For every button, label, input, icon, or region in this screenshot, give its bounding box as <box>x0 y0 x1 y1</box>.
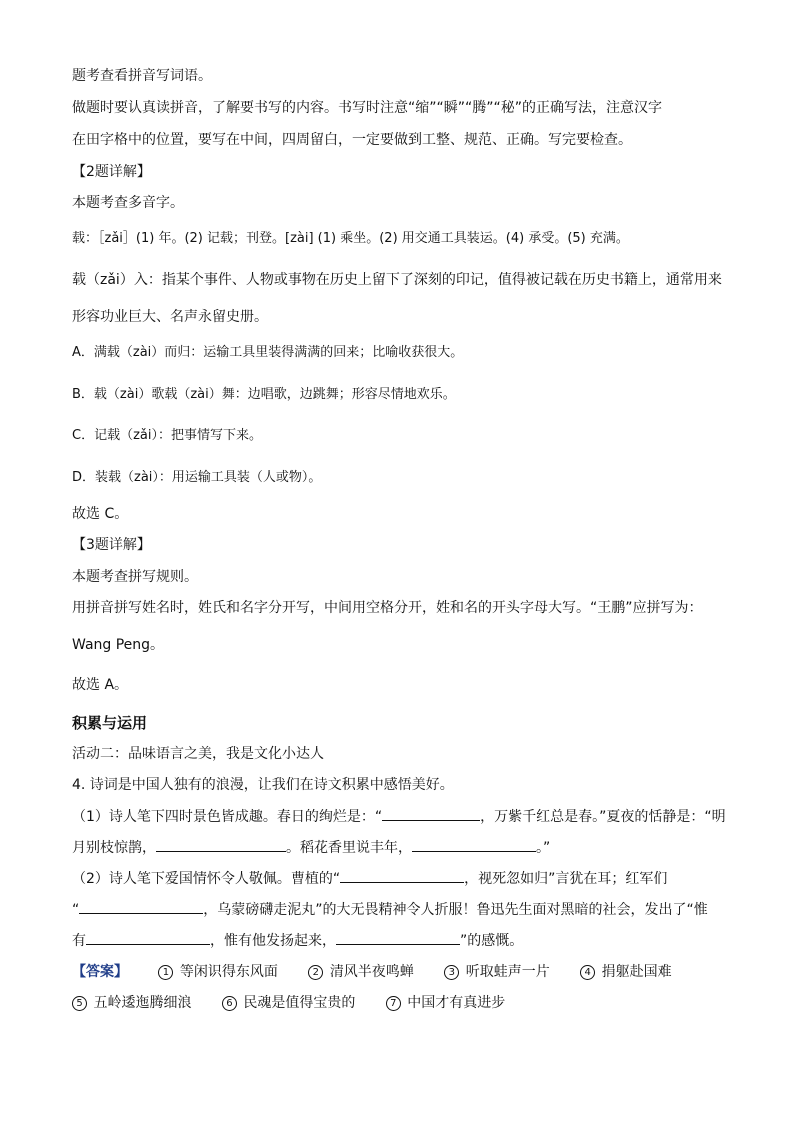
q4-part1-line-1 <box>72 806 727 826</box>
q3-answer: 故选 A。 <box>72 677 129 693</box>
q4-part1-line-2 <box>72 837 727 857</box>
q4-p2-text-e: 有 <box>72 933 86 949</box>
answer-item <box>308 962 413 982</box>
q2-zairu-line-2: 形容功业巨大、名声永留史册。 <box>72 309 268 325</box>
q4-stem: 4. 诗词是中国人独有的浪漫，让我们在诗文积累中感悟美好。 <box>72 777 454 793</box>
answer-item <box>444 962 549 982</box>
q4-p2-text-g: ”的感慨。 <box>460 933 524 949</box>
answer-text: 等闲识得东风面 <box>179 964 278 980</box>
q4-part2-line-1 <box>72 868 727 888</box>
q3-rule: 用拼音拼写姓名时，姓氏和名字分开写，中间用空格分开，姓和名的开头字母大写。“王鹏”应拼写为： <box>72 600 703 616</box>
answer-number-badge: 1 <box>158 965 173 980</box>
answer-item <box>386 993 505 1013</box>
answer-number-badge: 4 <box>580 965 595 980</box>
answer-item <box>222 993 355 1013</box>
q2-zairu-line-1: 载（zǎi）入：指某个事件、人物或事物在历史上留下了深刻的印记，值得被记载在历史书籍上，通常用来 <box>72 272 722 288</box>
q4-p1-text-a: （1）诗人笔下四时景色皆成趣。春日的绚烂是：“ <box>72 809 383 825</box>
answer-number-badge: 5 <box>72 996 87 1011</box>
answer-number-badge: 6 <box>222 996 237 1011</box>
q2-option-a: A．满载（zài）而归：运输工具里装得满满的回来；比喻收获很大。 <box>72 345 464 360</box>
q1-tail-line: 题考查看拼音写词语。 <box>72 68 212 84</box>
q4-p1-text-e: 。” <box>536 840 551 856</box>
blank-1[interactable] <box>382 806 480 821</box>
answer-text: 民魂是值得宝贵的 <box>243 995 356 1011</box>
q4-p2-text-b: ，视死忽如归”言犹在耳；红军们 <box>464 871 668 887</box>
q4-p2-text-f: ，惟有他发扬起来， <box>210 933 336 949</box>
q4-p1-text-d: 。稻花香里说丰年， <box>286 840 412 856</box>
answer-text: 中国才有真进步 <box>407 995 506 1011</box>
answer-line-2 <box>72 993 727 1013</box>
answer-item <box>158 962 277 982</box>
q4-p2-text-a: （2）诗人笔下爱国情怀令人敬佩。曹植的“ <box>72 871 341 887</box>
q4-p1-text-b: ，万紫千红总是春。”夏夜的恬静是：“明 <box>480 809 726 825</box>
q4-part2-line-2 <box>72 899 727 919</box>
section-title: 积累与运用 <box>72 714 148 732</box>
blank-5[interactable] <box>79 899 203 914</box>
q2-option-b: B．载（zài）歌载（zài）舞：边唱歌，边跳舞；形容尽情地欢乐。 <box>72 387 456 402</box>
q4-p1-text-c: 月别枝惊鹊， <box>72 840 156 856</box>
q2-heading: 【2题详解】 <box>72 164 151 180</box>
q2-zai-definition: 载：［zǎi］(1) 年。(2) 记载；刊登。[zài] (1) 乘坐。(2) 用交通工具装运。(4) 承受。(5) 充满。 <box>72 231 629 246</box>
q2-intro: 本题考查多音字。 <box>72 195 184 211</box>
answer-text: 五岭逶迤腾细浪 <box>93 995 192 1011</box>
answer-item <box>580 962 671 982</box>
q2-option-c: C．记载（zǎi）：把事情写下来。 <box>72 428 262 443</box>
q4-part2-line-3 <box>72 930 727 950</box>
q1-tip-line-2: 在田字格中的位置，要写在中间，四周留白，一定要做到工整、规范、正确。写完要检查。 <box>72 132 632 148</box>
answer-number-badge: 3 <box>444 965 459 980</box>
q2-option-d: D．装载（zài）：用运输工具装（人或物）。 <box>72 470 322 485</box>
blank-4[interactable] <box>340 868 464 883</box>
answer-number-badge: 7 <box>386 996 401 1011</box>
answer-tag: 【答案】 <box>72 964 128 980</box>
answer-text: 捐躯赴国难 <box>601 964 672 980</box>
blank-6[interactable] <box>86 930 210 945</box>
q1-tip-line-1: 做题时要认真读拼音，了解要书写的内容。书写时注意“缩”“瞬”“腾”“秘”的正确写法，注意汉字 <box>72 100 663 116</box>
activity-title: 活动二：品味语言之美，我是文化小达人 <box>72 746 324 762</box>
answer-number-badge: 2 <box>308 965 323 980</box>
blank-2[interactable] <box>156 837 286 852</box>
answer-text: 听取蛙声一片 <box>465 964 550 980</box>
q2-answer: 故选 C。 <box>72 506 129 522</box>
q3-intro: 本题考查拼写规则。 <box>72 569 198 585</box>
answer-text: 清风半夜鸣蝉 <box>329 964 414 980</box>
q4-p2-text-d: ，乌蒙磅礴走泥丸”的大无畏精神令人折服！鲁迅先生面对黑暗的社会，发出了“惟 <box>203 902 708 918</box>
blank-3[interactable] <box>412 837 536 852</box>
q3-pinyin: Wang Peng。 <box>72 637 165 653</box>
q4-p2-text-c: “ <box>72 902 80 918</box>
answer-line-1 <box>72 962 727 982</box>
answer-item <box>72 993 191 1013</box>
blank-7[interactable] <box>336 930 460 945</box>
q3-heading: 【3题详解】 <box>72 537 151 553</box>
